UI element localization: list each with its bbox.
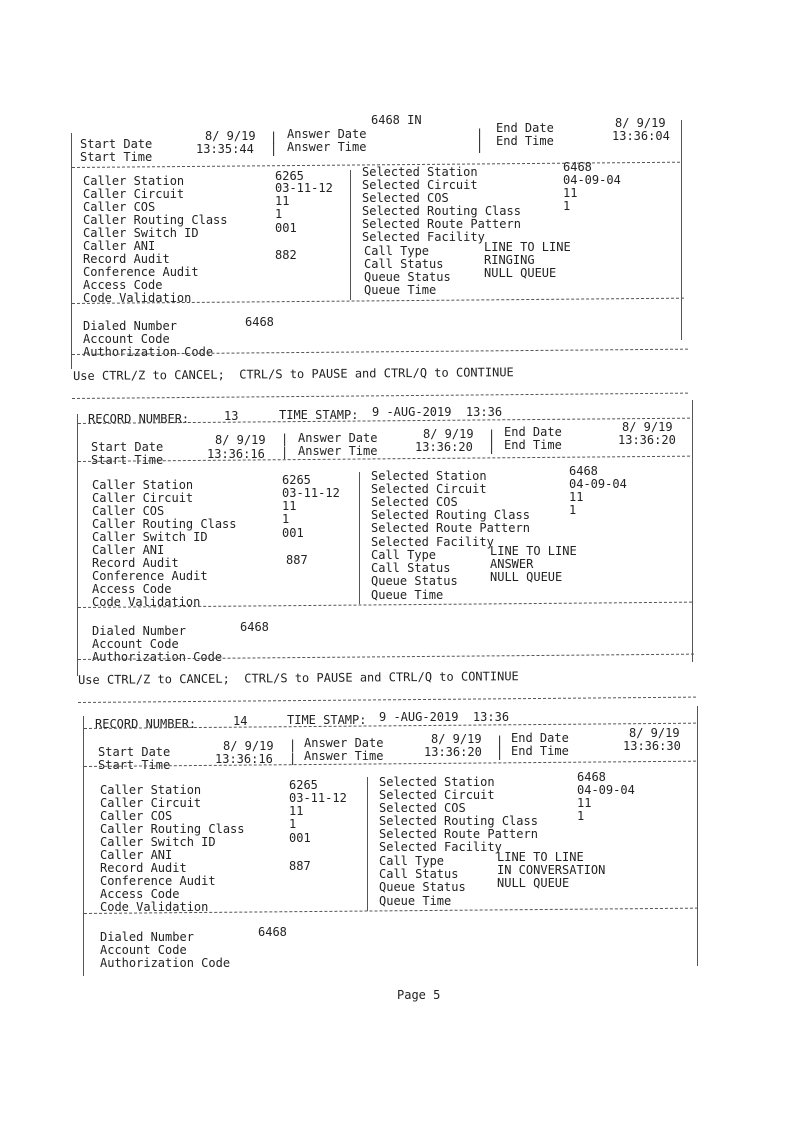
call-type-value: LINE TO LINE — [490, 544, 577, 558]
caller-circuit-label: Caller Circuit — [100, 796, 202, 810]
queue-status-label: Queue Status — [371, 574, 458, 588]
queue-time-label: Queue Time — [364, 283, 437, 297]
access-code-label: Access Code — [83, 278, 163, 292]
selected-station-value: 6468 — [563, 160, 592, 174]
end-date-value: 8/ 9/19 — [615, 116, 666, 130]
caller-ani-label: Caller ANI — [100, 848, 173, 862]
call-status-value: RINGING — [484, 253, 535, 267]
selected-cos-label: Selected COS — [371, 495, 458, 509]
caller-cos-value: 11 — [282, 499, 297, 513]
box-border — [71, 133, 72, 369]
caller-station-value: 6265 — [275, 169, 304, 183]
end-time-label: End Time — [496, 134, 554, 148]
selected-routing-class-label: Selected Routing Class — [371, 508, 530, 522]
queue-status-value: NULL QUEUE — [497, 876, 570, 890]
end-date-label: End Date — [504, 425, 562, 439]
caller-switch-id-value: 001 — [275, 221, 297, 235]
start-date-value: 8/ 9/19 — [215, 433, 266, 447]
selected-facility-label: Selected Facility — [371, 535, 494, 549]
code-validation-label: Code Validation — [100, 900, 209, 914]
code-validation-label: Code Validation — [92, 595, 201, 609]
access-code-label: Access Code — [100, 887, 180, 901]
caller-circuit-label: Caller Circuit — [83, 187, 185, 201]
column-separator — [367, 777, 368, 911]
selected-station-label: Selected Station — [379, 775, 495, 789]
caller-circuit-label: Caller Circuit — [92, 491, 194, 505]
selected-circuit-value: 04-09-04 — [569, 477, 627, 491]
caller-ani-label: Caller ANI — [83, 239, 156, 253]
section-divider — [72, 393, 688, 399]
authorization-code-label: Authorization Code — [100, 956, 231, 970]
selected-cos-value: 11 — [577, 796, 592, 810]
account-code-label: Account Code — [100, 943, 187, 957]
call-status-label: Call Status — [371, 561, 451, 575]
call-status-label: Call Status — [364, 257, 444, 271]
start-time-value: 13:36:16 — [215, 752, 273, 766]
section-divider — [84, 761, 696, 767]
caller-circuit-value: 03-11-12 — [275, 181, 333, 195]
answer-time-value: 13:36:20 — [424, 745, 482, 759]
answer-date-label: Answer Date — [287, 127, 367, 141]
record-audit-label: Record Audit — [100, 861, 187, 875]
queue-status-label: Queue Status — [364, 270, 451, 284]
start-date-label: Start Date — [98, 745, 171, 759]
call-type-value: LINE TO LINE — [484, 240, 571, 254]
end-date-value: 8/ 9/19 — [622, 420, 673, 434]
column-separator — [359, 472, 360, 604]
record-audit-value: 887 — [286, 553, 308, 567]
call-type-value: LINE TO LINE — [497, 850, 584, 864]
account-code-label: Account Code — [92, 637, 179, 651]
selected-station-value: 6468 — [569, 464, 598, 478]
caller-circuit-value: 03-11-12 — [289, 791, 347, 805]
authorization-code-label: Authorization Code — [83, 345, 214, 359]
caller-station-label: Caller Station — [83, 174, 185, 188]
conference-audit-label: Conference Audit — [100, 874, 216, 888]
queue-time-label: Queue Time — [371, 588, 444, 602]
end-time-label: End Time — [511, 744, 569, 758]
caller-switch-id-value: 001 — [289, 831, 311, 845]
dialed-number-label: Dialed Number — [92, 624, 186, 638]
caller-cos-label: Caller COS — [100, 809, 173, 823]
record-audit-label: Record Audit — [83, 252, 170, 266]
selected-facility-label: Selected Facility — [362, 230, 485, 244]
answer-date-label: Answer Date — [298, 431, 378, 445]
record-audit-value: 882 — [275, 248, 297, 262]
selected-routing-class-value: 1 — [577, 809, 585, 823]
caller-switch-id-label: Caller Switch ID — [92, 530, 208, 544]
queue-status-value: NULL QUEUE — [484, 266, 557, 280]
selected-route-pattern-label: Selected Route Pattern — [371, 521, 530, 535]
caller-circuit-value: 03-11-12 — [282, 486, 340, 500]
caller-cos-label: Caller COS — [83, 200, 156, 214]
selected-cos-value: 11 — [569, 490, 584, 504]
code-validation-label: Code Validation — [83, 291, 192, 305]
record-number-label: RECORD NUMBER: — [88, 412, 190, 426]
control-prompt: Use CTRL/Z to CANCEL; CTRL/S to PAUSE and CTRL/Q to CONTINUE — [77, 669, 519, 687]
end-date-label: End Date — [511, 731, 569, 745]
end-date-label: End Date — [496, 121, 554, 135]
column-separator: | — [270, 130, 278, 144]
call-type-label: Call Type — [379, 854, 445, 868]
answer-date-value: 8/ 9/19 — [423, 427, 474, 441]
record-number-label: RECORD NUMBER: — [95, 717, 197, 731]
start-time-label: Start Time — [91, 453, 164, 467]
record-number-value: 13 — [224, 409, 239, 423]
conference-audit-label: Conference Audit — [83, 265, 199, 279]
page-number: Page 5 — [397, 988, 441, 1002]
box-border — [83, 716, 84, 976]
start-time-value: 13:36:16 — [207, 447, 265, 461]
column-separator: | — [270, 142, 278, 156]
authorization-code-label: Authorization Code — [92, 650, 223, 664]
end-time-value: 13:36:20 — [618, 433, 676, 447]
record-number-value: 14 — [233, 714, 248, 728]
selected-route-pattern-label: Selected Route Pattern — [379, 827, 538, 841]
selected-station-label: Selected Station — [362, 165, 478, 179]
box-border — [697, 706, 698, 966]
selected-routing-class-value: 1 — [569, 503, 577, 517]
call-status-label: Call Status — [379, 867, 459, 881]
caller-switch-id-label: Caller Switch ID — [100, 835, 216, 849]
box-border — [681, 120, 682, 340]
caller-station-label: Caller Station — [100, 783, 202, 797]
end-date-value: 8/ 9/19 — [629, 726, 680, 740]
queue-status-value: NULL QUEUE — [490, 570, 563, 584]
selected-station-value: 6468 — [577, 770, 606, 784]
record-audit-label: Record Audit — [92, 556, 179, 570]
box-border — [692, 400, 693, 662]
selected-cos-label: Selected COS — [362, 191, 449, 205]
caller-station-value: 6265 — [282, 473, 311, 487]
dialed-number-value: 6468 — [240, 620, 269, 634]
selected-circuit-label: Selected Circuit — [379, 788, 495, 802]
column-separator: | — [476, 127, 484, 141]
caller-routing-class-label: Caller Routing Class — [92, 517, 237, 531]
column-separator: | — [289, 751, 297, 765]
caller-cos-value: 11 — [275, 194, 290, 208]
answer-date-value: 8/ 9/19 — [431, 732, 482, 746]
caller-station-label: Caller Station — [92, 478, 194, 492]
caller-cos-value: 11 — [289, 804, 304, 818]
selected-routing-class-label: Selected Routing Class — [379, 814, 538, 828]
time-stamp-value: 9 -AUG-2019 13:36 — [379, 710, 510, 724]
end-time-value: 13:36:04 — [612, 129, 670, 143]
selected-cos-label: Selected COS — [379, 801, 466, 815]
dialed-number-label: Dialed Number — [100, 930, 194, 944]
time-stamp-value: 9 -AUG-2019 13:36 — [372, 405, 503, 419]
call-status-value: ANSWER — [490, 557, 534, 571]
selected-station-label: Selected Station — [371, 469, 487, 483]
start-time-label: Start Time — [80, 150, 153, 164]
start-date-label: Start Date — [91, 440, 164, 454]
selected-circuit-value: 04-09-04 — [563, 173, 621, 187]
selected-circuit-label: Selected Circuit — [371, 482, 487, 496]
start-date-label: Start Date — [80, 137, 153, 151]
record-audit-value: 887 — [289, 859, 311, 873]
end-time-value: 13:36:30 — [623, 739, 681, 753]
caller-switch-id-label: Caller Switch ID — [83, 226, 199, 240]
column-separator: | — [289, 738, 297, 752]
call-type-label: Call Type — [364, 244, 430, 258]
column-separator: | — [488, 428, 496, 442]
time-stamp-label: TIME STAMP: — [287, 713, 367, 727]
answer-time-label: Answer Time — [287, 140, 367, 154]
caller-switch-id-value: 001 — [282, 526, 304, 540]
column-separator: | — [281, 432, 289, 446]
column-separator: | — [488, 440, 496, 454]
dialed-number-value: 6468 — [258, 925, 287, 939]
caller-routing-class-value: 1 — [282, 512, 290, 526]
start-date-value: 8/ 9/19 — [223, 739, 274, 753]
dialed-number-value: 6468 — [245, 315, 274, 329]
selected-cos-value: 11 — [563, 186, 578, 200]
section-divider — [78, 697, 696, 703]
selected-circuit-value: 04-09-04 — [577, 783, 635, 797]
column-separator: | — [281, 445, 289, 459]
caller-cos-label: Caller COS — [92, 504, 165, 518]
column-separator: | — [496, 734, 504, 748]
section-divider — [78, 456, 690, 462]
account-code-label: Account Code — [83, 332, 170, 346]
control-prompt: Use CTRL/Z to CANCEL; CTRL/S to PAUSE and CTRL/Q to CONTINUE — [72, 365, 514, 383]
record-header-label: 6468 IN — [371, 113, 422, 127]
caller-routing-class-value: 1 — [275, 207, 283, 221]
selected-routing-class-label: Selected Routing Class — [362, 204, 521, 218]
caller-routing-class-label: Caller Routing Class — [83, 213, 228, 227]
box-border — [77, 414, 78, 676]
selected-route-pattern-label: Selected Route Pattern — [362, 217, 521, 231]
start-time-value: 13:35:44 — [196, 142, 254, 156]
end-time-label: End Time — [504, 438, 562, 452]
selected-circuit-label: Selected Circuit — [362, 178, 478, 192]
time-stamp-label: TIME STAMP: — [279, 408, 359, 422]
column-separator: | — [496, 746, 504, 760]
answer-time-label: Answer Time — [298, 444, 378, 458]
answer-time-label: Answer Time — [304, 749, 384, 763]
caller-station-value: 6265 — [289, 778, 318, 792]
conference-audit-label: Conference Audit — [92, 569, 208, 583]
selected-routing-class-value: 1 — [563, 199, 571, 213]
queue-time-label: Queue Time — [379, 894, 452, 908]
start-date-value: 8/ 9/19 — [205, 129, 256, 143]
column-separator — [350, 170, 351, 300]
call-status-value: IN CONVERSATION — [497, 863, 606, 877]
column-separator: | — [476, 139, 484, 153]
call-type-label: Call Type — [371, 548, 437, 562]
selected-facility-label: Selected Facility — [379, 840, 502, 854]
queue-status-label: Queue Status — [379, 880, 466, 894]
start-time-label: Start Time — [98, 758, 171, 772]
caller-routing-class-label: Caller Routing Class — [100, 822, 245, 836]
answer-date-label: Answer Date — [304, 736, 384, 750]
access-code-label: Access Code — [92, 582, 172, 596]
caller-ani-label: Caller ANI — [92, 543, 165, 557]
answer-time-value: 13:36:20 — [415, 440, 473, 454]
caller-routing-class-value: 1 — [289, 817, 297, 831]
dialed-number-label: Dialed Number — [83, 319, 177, 333]
